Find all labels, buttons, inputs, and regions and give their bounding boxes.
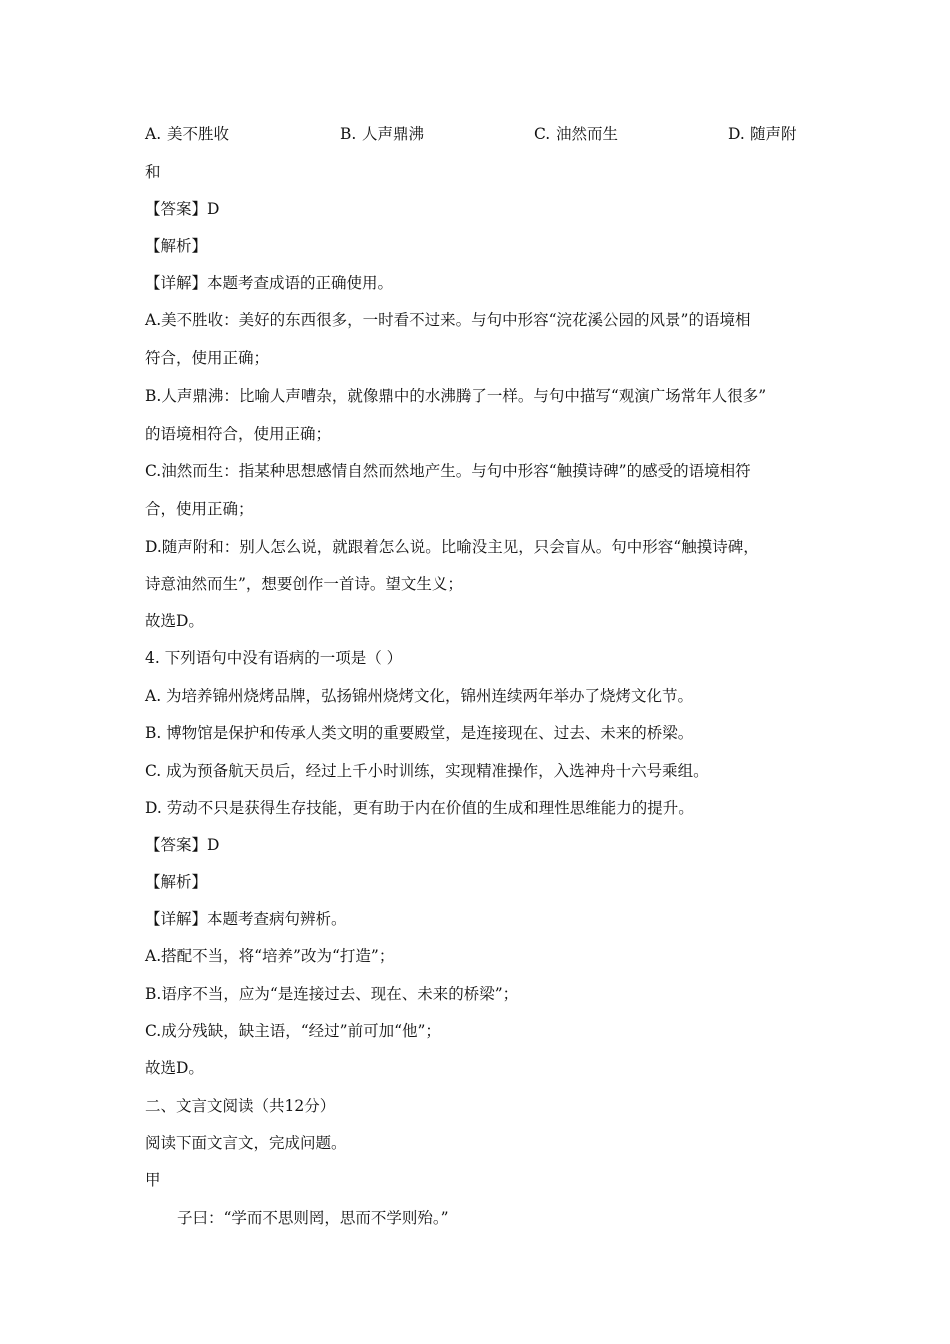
option-text: 人声鼎沸 bbox=[362, 125, 425, 143]
q3-detail: 【详解】本题考查成语的正确使用。 bbox=[145, 274, 394, 292]
q3-explanation-line: 合，使用正确； bbox=[145, 500, 254, 518]
q4-detail: 【详解】本题考查病句辨析。 bbox=[145, 910, 347, 928]
q4-option-b: B. 博物馆是保护和传承人类文明的重要殿堂，是连接现在、过去、未来的桥梁。 bbox=[145, 724, 694, 742]
q4-conclusion: 故选D。 bbox=[145, 1059, 204, 1077]
q3-option-d-wrap: 和 bbox=[145, 163, 161, 181]
q3-option-d bbox=[728, 124, 797, 144]
q4-explanation-line: A.搭配不当，将“培养”改为“打造”； bbox=[145, 947, 395, 965]
option-letter: B. bbox=[340, 125, 357, 143]
q3-analysis-heading: 【解析】 bbox=[145, 237, 208, 255]
option-letter: A. bbox=[145, 125, 162, 143]
q4-option-c: C. 成为预备航天员后，经过上千小时训练，实现精准操作，入选神舟十六号乘组。 bbox=[145, 762, 709, 780]
q3-explanation-line: A.美不胜收：美好的东西很多，一时看不过来。与句中形容“浣花溪公园的风景”的语境相 bbox=[145, 311, 751, 329]
q4-option-d: D. 劳动不只是获得生存技能，更有助于内在价值的生成和理性思维能力的提升。 bbox=[145, 799, 694, 817]
section-heading: 二、文言文阅读（共12分） bbox=[145, 1097, 336, 1115]
section-instruction: 阅读下面文言文，完成问题。 bbox=[145, 1134, 347, 1152]
q3-explanation-line: B.人声鼎沸：比喻人声嘈杂，就像鼎中的水沸腾了一样。与句中描写“观演广场常年人很多” bbox=[145, 387, 767, 405]
option-letter: C. bbox=[534, 125, 551, 143]
q3-option-a bbox=[145, 124, 229, 144]
q3-explanation-line: C.油然而生：指某种思想感情自然而然地产生。与句中形容“触摸诗碑”的感受的语境相符 bbox=[145, 462, 751, 480]
q3-answer: 【答案】D bbox=[145, 200, 220, 218]
q3-option-b bbox=[340, 124, 424, 144]
q4-option-a: A. 为培养锦州烧烤品牌，弘扬锦州烧烤文化，锦州连续两年举办了烧烤文化节。 bbox=[145, 687, 694, 705]
q4-stem: 4. 下列语句中没有语病的一项是（ ） bbox=[145, 649, 403, 667]
q4-explanation-line: C.成分残缺，缺主语，“经过”前可加“他”； bbox=[145, 1022, 441, 1040]
option-text: 美不胜收 bbox=[167, 125, 230, 143]
q3-explanation-line: D.随声附和：别人怎么说，就跟着怎么说。比喻没主见，只会盲从。句中形容“触摸诗碑， bbox=[145, 538, 759, 556]
passage-quote: 子曰：“学而不思则罔，思而不学则殆。” bbox=[177, 1209, 449, 1227]
q4-answer: 【答案】D bbox=[145, 836, 220, 854]
q4-explanation-line: B.语序不当，应为“是连接过去、现在、未来的桥梁”； bbox=[145, 985, 519, 1003]
option-letter: D. bbox=[728, 125, 745, 143]
passage-label: 甲 bbox=[145, 1171, 161, 1189]
q3-explanation-line: 符合，使用正确； bbox=[145, 349, 270, 367]
q3-conclusion: 故选D。 bbox=[145, 612, 204, 630]
q3-explanation-line: 的语境相符合，使用正确； bbox=[145, 425, 332, 443]
option-text: 随声附 bbox=[750, 125, 797, 143]
q3-option-c bbox=[534, 124, 618, 144]
option-text: 油然而生 bbox=[556, 125, 619, 143]
q4-analysis-heading: 【解析】 bbox=[145, 873, 208, 891]
q3-explanation-line: 诗意油然而生”，想要创作一首诗。望文生义； bbox=[145, 575, 463, 593]
